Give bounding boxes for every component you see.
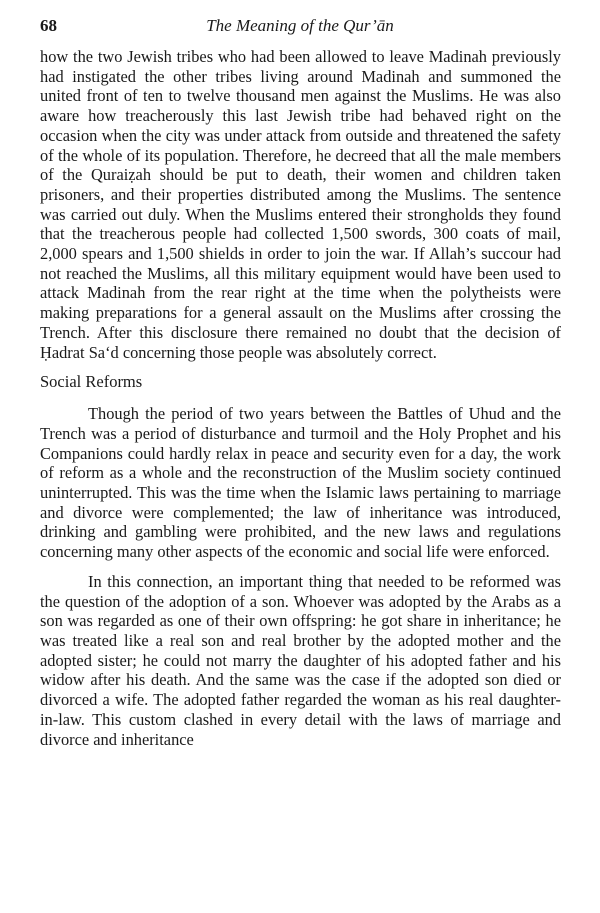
paragraph-continuation: how the two Jewish tribes who had been allowed to leave Madinah previously had instigated the other tribes living around Madinah and summoned the united front of ten to twelve thousand men against the Muslims. He was also aware how treacherously this last Jewish tribe had behaved right on the occasion when the city was under attack from outside and threatened the safety of the whole of its population. Therefore, he decreed that all the male members of the Quraiẓah should be put to death, their women and children taken prisoners, and their properties distributed among the Muslims. The sentence was carried out duly. When the Muslims entered their strongholds they found that the treacherous people had collected 1,500 swords, 300 coats of mail, 2,000 spears and 1,500 shields in order to join the war. If Allah’s succour had not reached the Muslims, all this military equipment would have been used to attack Madinah from the rear right at the time when the polytheists were making preparations for a general assault on the Muslims after crossing the Trench. After this disclosure there remained no doubt that the decision of Ḥadrat Sa‘d concerning those people was absolutely correct. (40, 47, 561, 362)
paragraph-social-reforms: Though the period of two years between the Battles of Uhud and the Trench was a period of disturbance and turmoil and the Holy Prophet and his Companions could hardly relax in peace and security even for a day, the work of reform as a whole and the reconstruction of the Muslim society continued uninterrupted. This was the time when the Islamic laws pertaining to marriage and divorce were complemented; the law of inheritance was introduced, drinking and gambling were prohibited, and the new laws and regulations concerning many other aspects of the economic and social life were enforced. (40, 404, 561, 562)
paragraph-gap (40, 562, 561, 572)
running-title: The Meaning of the Qur’ān (206, 16, 394, 35)
paragraph-adoption: In this connection, an important thing that needed to be reformed was the question of the adoption of a son. Whoever was adopted by the Arabs as a son was regarded as one of their own offspring: he got share in inheritance; he was treated like a real son and real brother by the adopted mother and the adopted sister; he could not marry the daughter of his adopted father and his widow after his death. And the same was the case if the adopted son died or divorced a wife. The adopted father regarded the woman as his real daughter-in-law. This custom clashed in every detail with the laws of marriage and divorce and inheritance (40, 571, 561, 749)
body-text (40, 47, 561, 749)
page-number: 68 (40, 16, 57, 35)
page-header (40, 16, 560, 40)
section-heading: Social Reforms (40, 372, 143, 392)
